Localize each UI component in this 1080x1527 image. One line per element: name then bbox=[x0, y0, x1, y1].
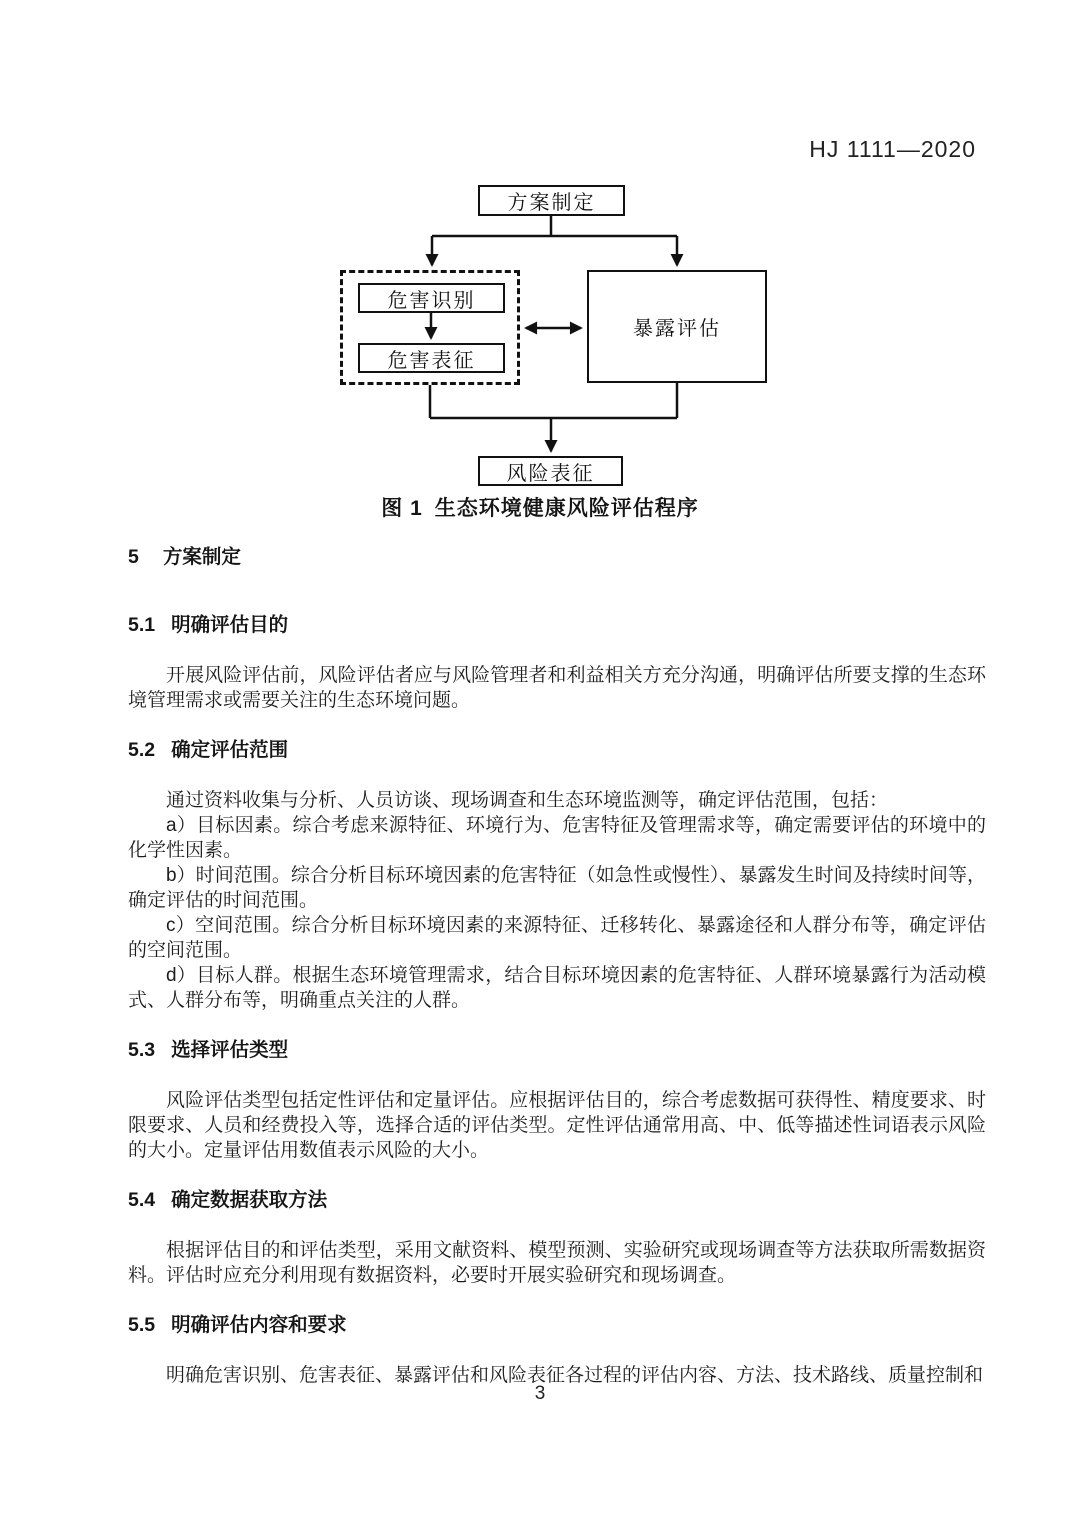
section-title: 确定评估范围 bbox=[171, 739, 289, 761]
figure-flowchart bbox=[0, 170, 1080, 525]
figure-caption-title: 生态环境健康风险评估程序 bbox=[434, 497, 699, 520]
section-title: 确定数据获取方法 bbox=[171, 1189, 328, 1211]
figure-caption-number: 图 1 bbox=[381, 497, 423, 520]
paragraph: 开展风险评估前，风险评估者应与风险管理者和利益相关方充分沟通，明确评估所要支撑的生态环境管理需求或需要关注的生态环境问题。 bbox=[128, 665, 986, 711]
flow-node-hazard-characterization bbox=[358, 343, 505, 373]
flow-node-plan bbox=[478, 185, 625, 216]
section-title: 明确评估内容和要求 bbox=[171, 1314, 347, 1336]
section-title: 明确评估目的 bbox=[171, 614, 289, 636]
page-number: 3 bbox=[534, 1383, 546, 1404]
list-item-c: c）空间范围。综合分析目标环境因素的来源特征、迁移转化、暴露途径和人群分布等，确定评估的空间范围。 bbox=[128, 915, 986, 961]
paragraph: 风险评估类型包括定性评估和定量评估。应根据评估目的，综合考虑数据可获得性、精度要求、时限要求、人员和经费投入等，选择合适的评估类型。定性评估通常用高、中、低等描述性词语表示风险的大小。定量评估用数值表示风险的大小。 bbox=[128, 1090, 986, 1161]
list-item-b: b）时间范围。综合分析目标环境因素的危害特征（如急性或慢性）、暴露发生时间及持续时间等，确定评估的时间范围。 bbox=[128, 865, 986, 911]
section-heading-5-4 bbox=[128, 1188, 986, 1213]
flow-node-hazard-identification-label: 危害识别 bbox=[387, 289, 476, 312]
flow-node-hazard-characterization-label: 危害表征 bbox=[387, 349, 476, 372]
section-heading-5-5 bbox=[128, 1313, 986, 1338]
section-heading-5 bbox=[128, 545, 986, 570]
section-number: 5 bbox=[128, 546, 139, 568]
section-number: 5.4 bbox=[128, 1189, 156, 1211]
flow-node-plan-label: 方案制定 bbox=[507, 192, 596, 214]
section-number: 5.1 bbox=[128, 614, 156, 636]
document-body bbox=[128, 545, 986, 1388]
section-title: 选择评估类型 bbox=[171, 1039, 289, 1061]
flow-node-exposure-assessment-label: 暴露评估 bbox=[633, 318, 721, 340]
paragraph: 根据评估目的和评估类型，采用文献资料、模型预测、实验研究或现场调查等方法获取所需数据资料。评估时应充分利用现有数据资料，必要时开展实验研究和现场调查。 bbox=[128, 1240, 986, 1286]
section-heading-5-2 bbox=[128, 738, 986, 763]
paragraph: 明确危害识别、危害表征、暴露评估和风险表征各过程的评估内容、方法、技术路线、质量控制和 bbox=[166, 1365, 984, 1386]
flow-node-risk-characterization-label: 风险表征 bbox=[506, 462, 595, 485]
list-item-a: a）目标因素。综合考虑来源特征、环境行为、危害特征及管理需求等，确定需要评估的环境中的化学性因素。 bbox=[128, 815, 986, 861]
list-item-d: d）目标人群。根据生态环境管理需求，结合目标环境因素的危害特征、人群环境暴露行为活动模式、人群分布等，明确重点关注的人群。 bbox=[128, 965, 986, 1011]
section-number: 5.2 bbox=[128, 739, 156, 761]
flow-node-exposure-assessment bbox=[587, 270, 767, 383]
figure-caption bbox=[0, 492, 1080, 522]
standard-number: HJ 1111—2020 bbox=[809, 136, 976, 162]
flow-node-risk-characterization bbox=[478, 456, 623, 486]
paragraph: 通过资料收集与分析、人员访谈、现场调查和生态环境监测等，确定评估范围，包括： bbox=[166, 790, 889, 811]
section-number: 5.5 bbox=[128, 1314, 156, 1336]
flow-node-hazard-identification bbox=[358, 283, 505, 313]
section-heading-5-1 bbox=[128, 613, 986, 638]
section-title: 方案制定 bbox=[162, 546, 241, 568]
section-number: 5.3 bbox=[128, 1039, 156, 1061]
section-heading-5-3 bbox=[128, 1038, 986, 1063]
